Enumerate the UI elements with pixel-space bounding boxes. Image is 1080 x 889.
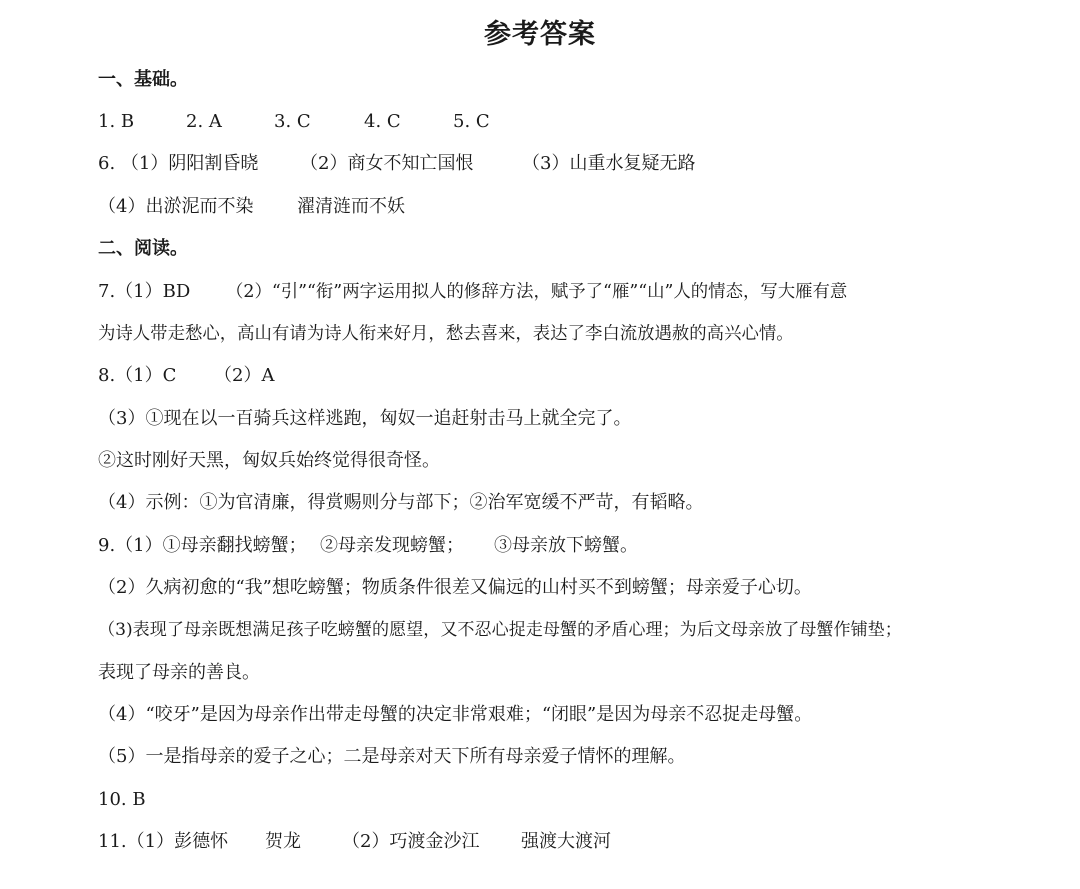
answer-q6-part1: 6. （1）阴阳割昏晓: [98, 153, 259, 174]
answer-q8-part3: （3）①现在以一百骑兵这样逃跑，匈奴一追赶射击马上就全完了。: [98, 408, 632, 429]
answer-q9-part1c: ③母亲放下螃蟹。: [494, 535, 638, 556]
answer-q9-part2: （2）久病初愈的“我”想吃螃蟹；物质条件很差又偏远的山村买不到螃蟹；母亲爱子心切。: [98, 577, 812, 598]
answer-q1: 1. B: [98, 111, 135, 132]
answer-q8-part1: 8.（1）C: [98, 365, 177, 386]
answer-q6-part4b: 濯清涟而不妖: [297, 196, 405, 217]
answer-q11-part1a: 11.（1）彭德怀: [98, 831, 229, 852]
answer-q8-part4: （4）示例：①为官清廉，得赏赐则分与部下；②治军宽缓不严苛，有韬略。: [98, 492, 704, 513]
answer-q9-part3: （3)表现了母亲既想满足孩子吃螃蟹的愿望，又不忍心捉走母蟹的矛盾心理；为后文母亲放了母蟹作铺垫；: [98, 620, 902, 640]
answer-q10: 10. B: [98, 789, 146, 810]
page-title: 参考答案: [484, 19, 596, 50]
answer-q11-part1b: 贺龙: [265, 831, 301, 852]
answer-q6-part3: （3）山重水复疑无路: [522, 153, 696, 174]
answer-q8-part2: （2）A: [214, 365, 275, 386]
answer-q6-part2: （2）商女不知亡国恨: [300, 153, 474, 174]
answer-q9-part5: （5）一是指母亲的爱子之心；二是母亲对天下所有母亲爱子情怀的理解。: [98, 746, 686, 767]
answer-q6-part4: （4）出淤泥而不染: [98, 196, 254, 217]
answer-q7-part2: （2）“引”“衔”两字运用拟人的修辞方法，赋予了“雁”“山”人的情态，写大雁有意: [226, 282, 848, 302]
section-heading-reading: 二、阅读。: [98, 238, 188, 259]
answer-q8-part3b: ②这时刚好天黑，匈奴兵始终觉得很奇怪。: [98, 450, 440, 471]
answer-q5: 5. C: [453, 111, 490, 132]
answer-q7-part1: 7.（1）BD: [98, 281, 191, 302]
answer-q11-part2a: （2）巧渡金沙江: [342, 831, 480, 852]
answer-q9-part4: （4）“咬牙”是因为母亲作出带走母蟹的决定非常艰难；“闭眼”是因为母亲不忍捉走母蟹。: [98, 704, 813, 725]
answer-q9-part1a: 9.（1）①母亲翻找螃蟹；: [98, 535, 307, 556]
answer-q11-part2b: 强渡大渡河: [521, 831, 611, 852]
answer-q7-continued: 为诗人带走愁心，高山有请为诗人衔来好月，愁去喜来，表达了李白流放遇赦的高兴心情。: [98, 324, 794, 344]
answer-q9-part3b: 表现了母亲的善良。: [98, 662, 260, 683]
answer-q2: 2. A: [186, 111, 222, 132]
answer-q4: 4. C: [364, 111, 401, 132]
answer-q9-part1b: ②母亲发现螃蟹；: [320, 535, 464, 556]
section-heading-basics: 一、基础。: [98, 69, 188, 90]
answer-q3: 3. C: [274, 111, 311, 132]
